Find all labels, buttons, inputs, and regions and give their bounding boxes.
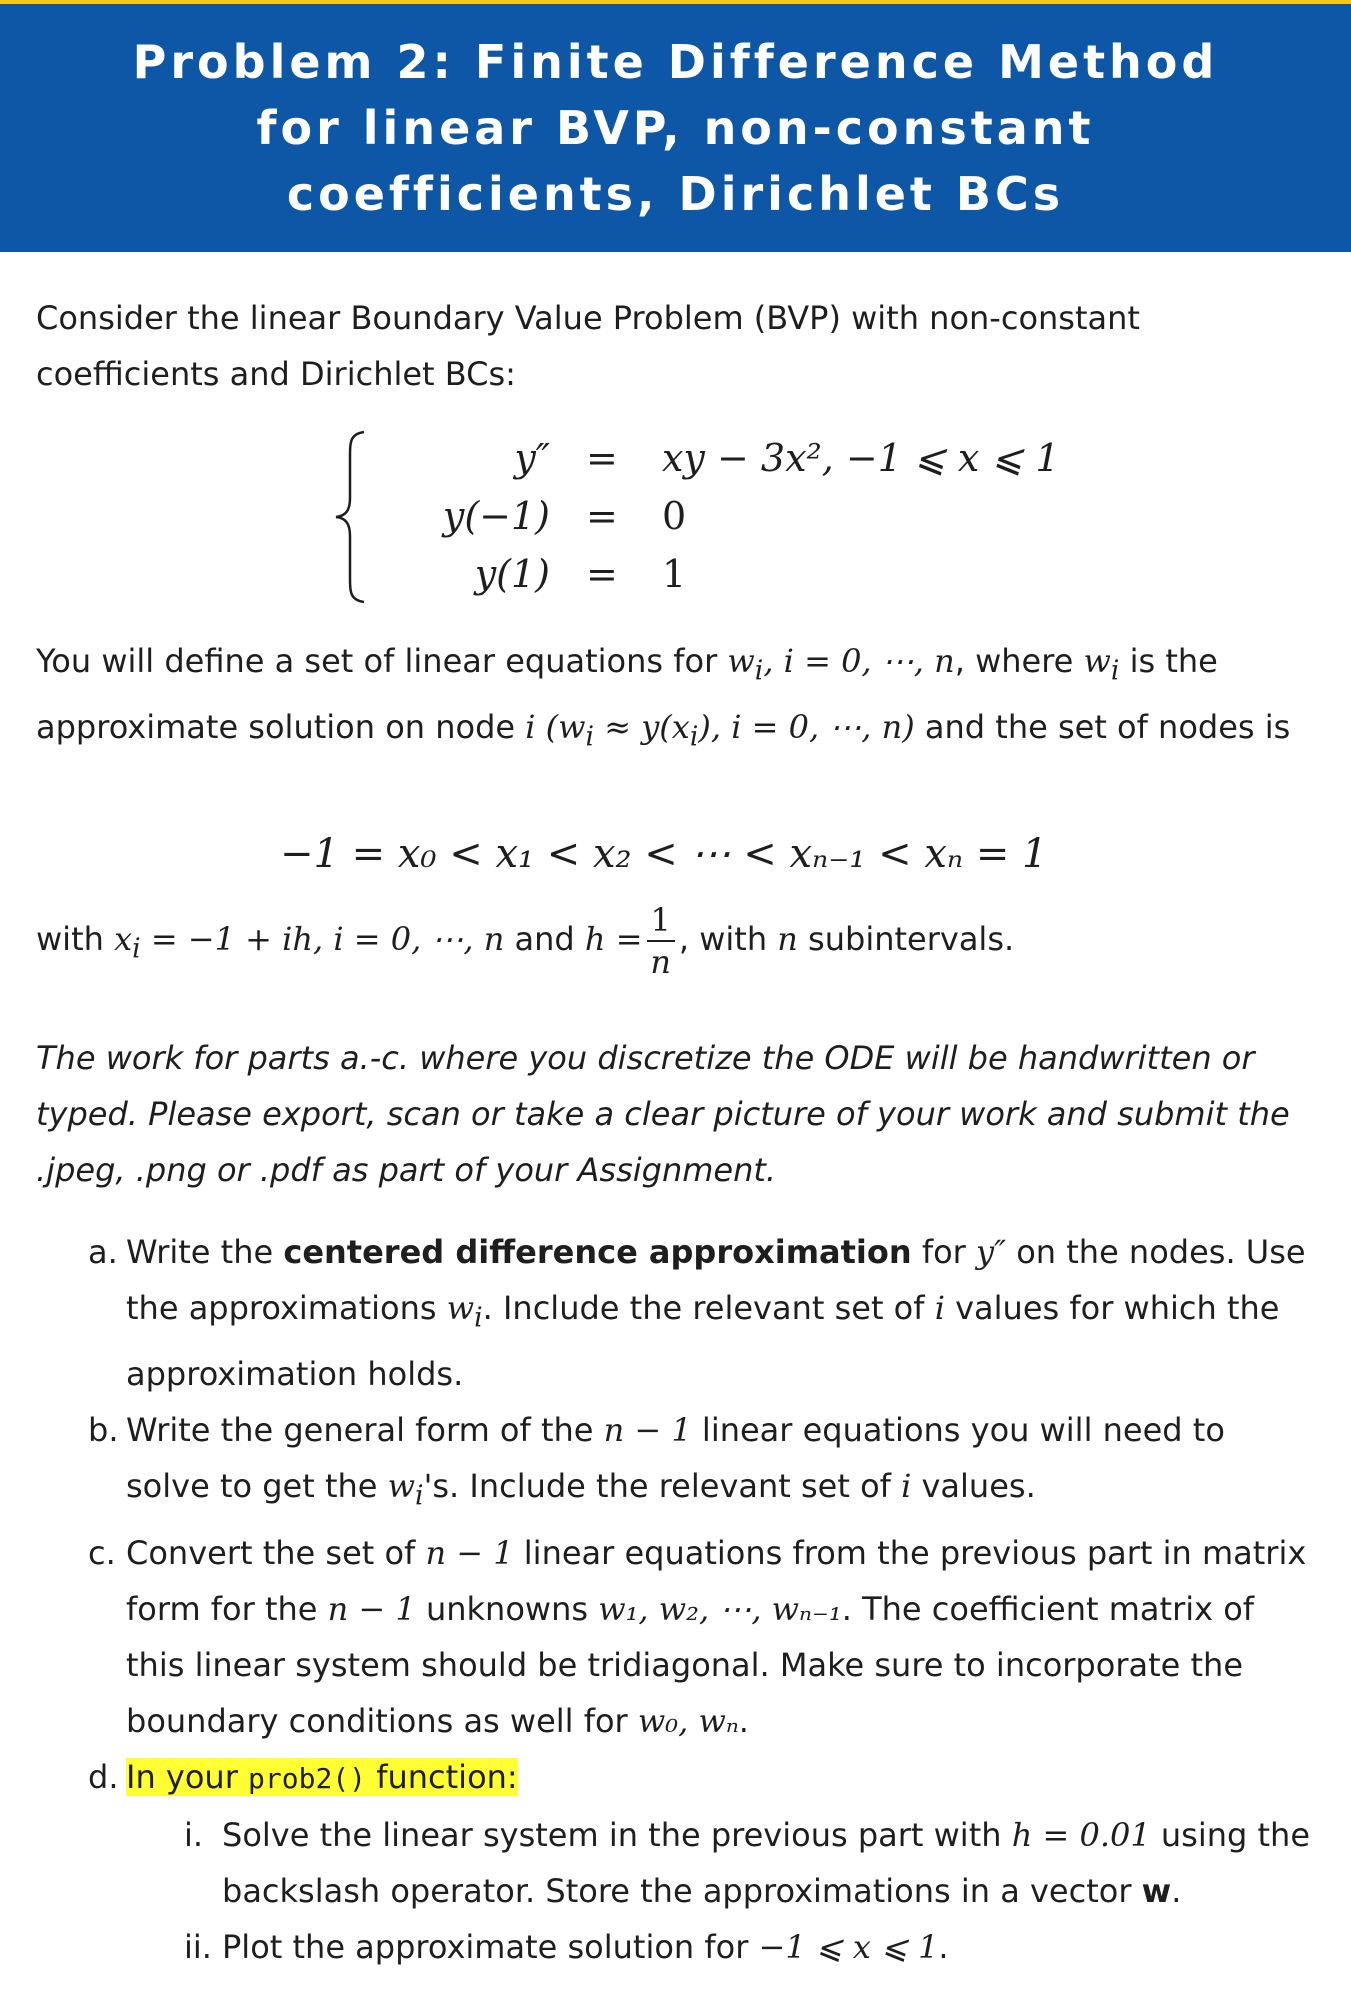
- math-subscript: i: [1110, 655, 1120, 687]
- page-title: Problem 2: Finite Difference Method for linear BVP, non-constant coefficients, Dirichlet BCs: [132, 35, 1219, 221]
- text-span: linear equations from the previous part in matrix form for the: [126, 1533, 1307, 1628]
- text-span: function:: [366, 1757, 518, 1796]
- list-item-a: [88, 1224, 1318, 1402]
- text-span: .: [738, 1701, 749, 1740]
- equation-equals: =: [586, 436, 618, 480]
- text-span: .: [938, 1927, 949, 1966]
- math-span: i: [901, 1467, 912, 1506]
- equation-rhs: 0: [662, 494, 687, 538]
- fraction-numerator: 1: [647, 900, 675, 942]
- page-header: [0, 4, 1351, 252]
- text-span: , where: [954, 642, 1084, 680]
- text-span: Write the: [126, 1233, 284, 1271]
- intro-text: Consider the linear Boundary Value Problem (BVP) with non-constant coefficients and Dirichlet BCs:: [36, 299, 1140, 393]
- with-paragraph: [36, 900, 1296, 982]
- bold-text: centered difference approximation: [283, 1233, 912, 1271]
- text-span: Plot the approximate solution for: [222, 1927, 759, 1966]
- math-span: h =: [584, 920, 643, 958]
- text-span: and the set of nodes is: [914, 708, 1291, 747]
- problem-body: [36, 290, 1296, 402]
- math-subscript: i: [415, 1480, 424, 1512]
- with-text: [36, 900, 1296, 982]
- list-label: c.: [88, 1533, 116, 1572]
- text-span: values for which the approximation holds.: [126, 1289, 1280, 1394]
- fraction: [647, 900, 675, 982]
- list-label: b.: [88, 1411, 119, 1450]
- math-span: w: [727, 642, 755, 680]
- text-span: .: [1171, 1871, 1182, 1910]
- text-span: is the approximate solution on node: [36, 642, 1218, 747]
- bold-text: w: [1141, 1871, 1172, 1910]
- text-span: 's. Include the relevant set of: [423, 1467, 902, 1506]
- equation-lhs: y″: [514, 436, 550, 480]
- math-span: −1 ⩽ x ⩽ 1: [758, 1927, 939, 1966]
- list-item-d: [88, 1749, 1318, 1807]
- bvp-system: [330, 428, 1060, 608]
- math-span: w: [387, 1467, 416, 1506]
- text-span: for: [911, 1233, 976, 1271]
- instructions-text: The work for parts a.-c. where you discretize the ODE will be handwritten or typed. Please export, scan or take a clear picture of your work and submit the .jpeg, .png or .pdf as part of your Assignment.: [36, 1039, 1290, 1189]
- math-subscript: i: [474, 1302, 483, 1334]
- math-subscript: i: [689, 721, 699, 753]
- text-span: . The coefficient matrix of this linear system should be tridiagonal. Make sure to incorporate the boundary conditions as well for: [126, 1589, 1255, 1740]
- math-span: (w: [545, 708, 586, 747]
- equation-lhs: y(−1): [442, 494, 550, 538]
- equation-equals: =: [586, 494, 618, 538]
- math-span: n: [777, 920, 798, 958]
- text-span: using the backslash operator. Store the approximations in a vector: [222, 1815, 1310, 1910]
- math-span: n − 1: [603, 1411, 692, 1450]
- equation-equals: =: [586, 552, 618, 596]
- math-span: y″: [976, 1233, 1007, 1271]
- instructions-paragraph: [36, 1030, 1296, 1198]
- list-item-b: [88, 1402, 1318, 1524]
- text-span: . Include the relevant set of: [482, 1289, 935, 1327]
- math-span: , i = 0, ⋯, n: [763, 642, 955, 680]
- equation-lhs: y(1): [474, 552, 550, 596]
- math-span: ), i = 0, ⋯, n): [698, 708, 915, 747]
- math-span: n − 1: [425, 1533, 514, 1572]
- text-span: linear equations you will need to solve to get the: [126, 1411, 1225, 1506]
- text-span: and: [504, 920, 585, 958]
- define-text: [36, 633, 1296, 766]
- text-span: You will define a set of linear equations for: [36, 642, 728, 680]
- fraction-denominator: n: [650, 943, 671, 981]
- text-span: unknowns: [415, 1589, 599, 1628]
- text-span: In your: [126, 1757, 249, 1796]
- text-span: Solve the linear system in the previous part with: [222, 1815, 1012, 1854]
- left-brace-icon: [330, 428, 370, 606]
- define-paragraph: [36, 633, 1296, 766]
- math-span: w₀, wₙ: [637, 1701, 739, 1740]
- node-ordering-equation: −1 = x₀ < x₁ < x₂ < ⋯ < xₙ₋₁ < xₙ = 1: [280, 831, 1048, 877]
- math-subscript: i: [132, 933, 141, 965]
- math-span: n − 1: [327, 1589, 416, 1628]
- text-span: on the nodes. Use the approximations: [126, 1233, 1306, 1327]
- text-span: values.: [911, 1467, 1036, 1506]
- equation-rhs: 1: [662, 552, 687, 596]
- math-span: i: [525, 708, 536, 747]
- text-span: subintervals.: [797, 920, 1015, 958]
- parts-list: [88, 1224, 1318, 1975]
- list-label: d.: [88, 1757, 119, 1796]
- math-span: w: [1083, 642, 1111, 680]
- highlighted-text: [126, 1758, 518, 1796]
- list-label: ii.: [184, 1927, 212, 1966]
- list-item-d-i: [184, 1807, 1318, 1919]
- math-span: w₁, w₂, ⋯, wₙ₋₁: [598, 1589, 842, 1628]
- list-item-c: [88, 1525, 1318, 1749]
- math-subscript: i: [754, 655, 764, 687]
- math-subscript: i: [585, 721, 595, 753]
- list-label: a.: [88, 1233, 118, 1271]
- list-item-d-ii: [184, 1919, 1318, 1975]
- math-span: h = 0.01: [1011, 1815, 1151, 1854]
- math-span: = −1 + ih, i = 0, ⋯, n: [140, 920, 505, 958]
- text-span: Write the general form of the: [126, 1411, 604, 1450]
- text-span: with: [36, 920, 115, 958]
- text-span: , with: [678, 920, 778, 958]
- math-span: i: [934, 1289, 945, 1327]
- math-span: ≈ y(x: [594, 708, 690, 747]
- text-span: Convert the set of: [126, 1533, 426, 1572]
- math-span: x: [114, 920, 133, 958]
- math-span: w: [446, 1289, 475, 1327]
- code-span: prob2(): [248, 1761, 367, 1795]
- list-label: i.: [184, 1815, 204, 1854]
- equation-rhs: xy − 3x², −1 ⩽ x ⩽ 1: [662, 436, 1060, 480]
